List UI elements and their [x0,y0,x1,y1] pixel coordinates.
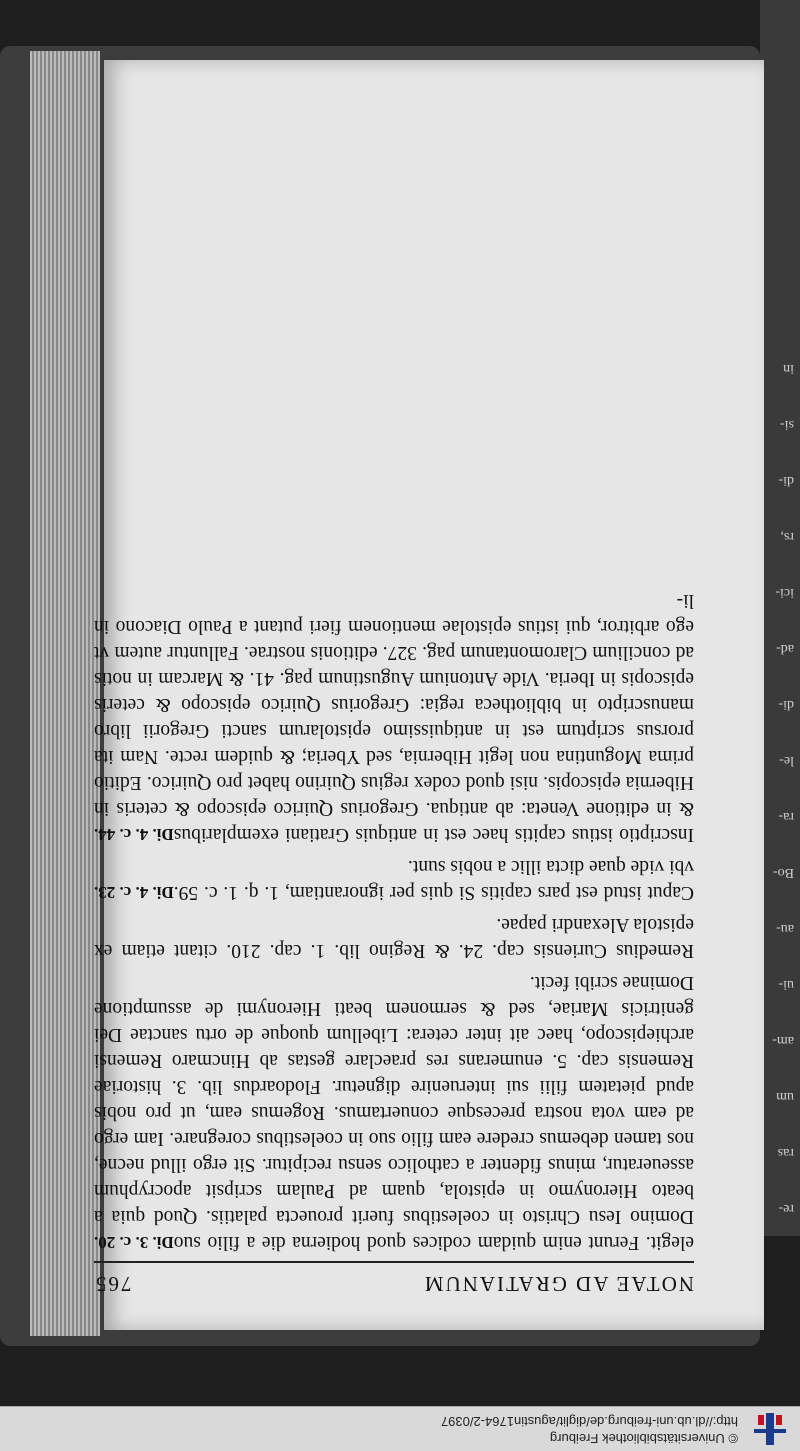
margin-cite-1: Di. 3. c. 20. [94,1233,174,1252]
paragraph-3-text: Caput istud est pars capitis Si quis per ignorantiam, 1. q. 1. c. 59. vbi vide quae dicta illic a nobis sunt. [173,856,694,903]
edge-fragment: am- [772,1033,794,1048]
page-number: 765 [94,1272,132,1296]
running-title: NOTAE AD GRATIANUM [422,1272,694,1296]
page-stack [30,51,100,1336]
source-url[interactable]: http://dl.ub.uni-freiburg.de/diglit/agustin1764-2/0397 [440,1414,738,1429]
margin-cite-3: Di. 4. c. 44. [94,825,174,844]
book-page [94,60,764,1330]
edge-fragment: in [783,361,794,376]
paragraph-4-text: Inscriptio istius capitis haec est in antiquis Gratiani exemplaribus & in editione Veneta: ab antiqua. Gregorius Quirico episcopo & ceteris in Hibernia episcopis. nisi quod codex regius Quirino habet pro Quirico. Editio prima Moguntina non legit Hibernia, sed Yberia; & quidem recte. Nam ita prorsus scriptum est in antiquissimo epistolarum sancti Gregorii libro manuscripto in bibliotheca regia: Gregorius Quirico episcopo & ceteris episcopis in Iberia. Vide Antonium Augustinum pag. 41. & Marcam in notis ad concilium Claromontanum pag. 327. editionis nostrae. Falluntur autem vt ego arbitror, qui istius epistolae mentionem fieri putant a Paulo Diacono in li- [94,590,694,845]
edge-fragment: Bo- [773,865,794,880]
viewer-header [0,1406,800,1451]
paragraph-2-text: Remedius Curiensis cap. 24. & Regino lib. 1. cap. 210. citant etiam ex epistola Alexandri papae. [94,914,694,961]
edge-fragment: ras [777,1145,794,1160]
paragraph-2 [94,911,694,963]
running-header [94,1261,694,1302]
adjacent-page-edge [760,0,800,1236]
edge-fragment: um [776,1089,794,1104]
edge-fragment: si- [780,417,794,432]
edge-fragment: au- [776,921,794,936]
edge-fragment: ra- [778,809,794,824]
margin-cite-2: Di. 4. c. 23. [94,883,174,902]
paragraph-3 [94,853,694,905]
copyright-text: © Universitätsbibliothek Freiburg [549,1431,738,1446]
edge-fragment: ad- [776,641,794,656]
edge-fragment: le- [779,753,794,768]
edge-fragment: ui- [778,977,794,992]
paragraph-1-text: elegit. Ferunt enim quidam codices quod hodierna die a filio suo Domino Iesu Christo in coelestibus fuerit prouecta palatiis. Quod quia a beato Hieronymo in epistola, quam ad Paulam scripsit apocryphum asseueratur, minus fidenter a catholico sensu recipitur. Sit ergo illud necne, nos tamen debemus credere eam filio suo in coelestibus coregnare. Iam ergo ad eam vota nostra precesque conuertamus. Rogemus eam, ut pro nobis apud pietatem filii sui interuenire dignetur. Flodoardus lib. 3. historiae Remensis cap. 5. enumerans res praeclare gestas ab Hincmaro Remensi archiepiscopo, haec ait inter cetera: Libellum quoque de ortu sanctae Dei genitricis Mariae, sed & sermonem beati Hieronymi de assumptione Dominae scribi fecit. [94,972,694,1253]
university-logo-icon [754,1413,786,1445]
paragraph-4 [94,587,694,847]
paragraph-1 [94,969,694,1255]
edge-fragment: re- [778,1201,794,1216]
edge-fragment: rs, [780,529,794,544]
edge-fragment: di- [778,473,794,488]
edge-fragment: ici- [775,585,794,600]
edge-fragment: di- [778,697,794,712]
page-content [94,587,694,1302]
